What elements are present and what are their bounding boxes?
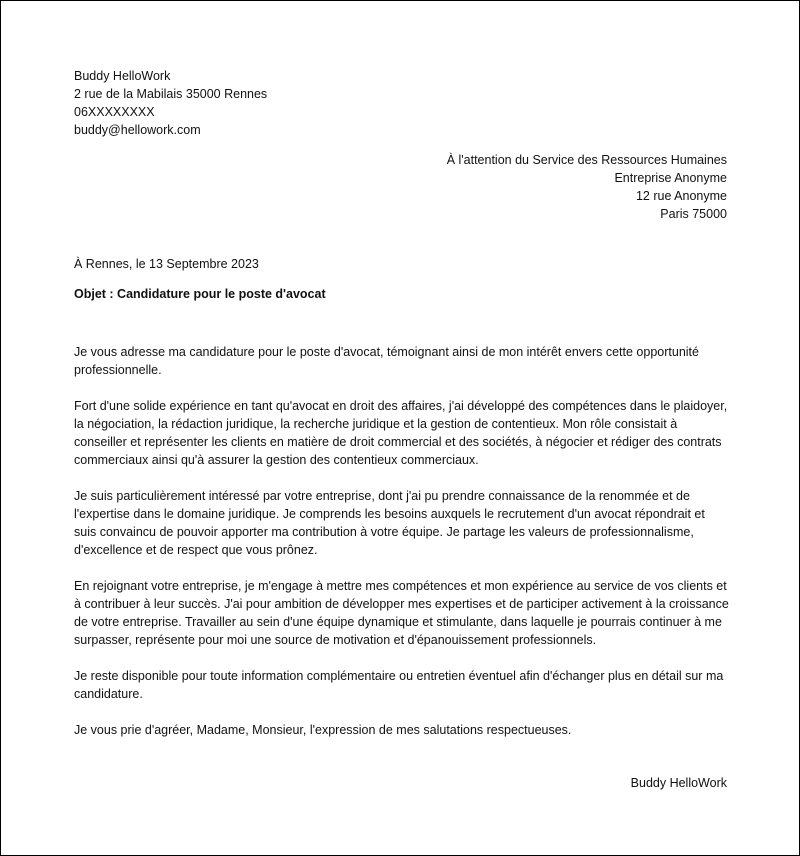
sender-email: buddy@hellowork.com [74, 123, 201, 137]
recipient-block [447, 151, 727, 223]
recipient-street: 12 rue Anonyme [635, 189, 727, 203]
sender-block [74, 67, 267, 139]
closing-paragraph: Je vous prie d'agréer, Madame, Monsieur, l'expression de mes salutations respectueuses. [74, 723, 572, 737]
body-paragraph: Je reste disponible pour toute information complémentaire ou entretien éventuel afin d'échanger plus en détail sur ma candidature. [74, 669, 724, 701]
body-paragraph: Fort d'une solide expérience en tant qu'avocat en droit des affaires, j'ai développé des compétences dans le plaidoyer, la négociation, la rédaction juridique, la recherche juridique et la gestion de contentieux. Mon rôle consistait à conseiller et représenter les clients en matière de droit commercial et des sociétés, à négocier et rédiger des contrats commerciaux ainsi qu'à assurer la gestion des contentieux commerciaux. [74, 399, 728, 467]
recipient-attention: À l'attention du Service des Ressources Humaines [446, 153, 727, 167]
sender-address: 2 rue de la Mabilais 35000 Rennes [74, 87, 268, 101]
recipient-city: Paris 75000 [660, 207, 727, 221]
body-paragraph: Je suis particulièrement intéressé par votre entreprise, dont j'ai pu prendre connaissance de la renommée et de l'expertise dans le domaine juridique. Je comprends les besoins auxquels le recrutement d'un avocat répondrait et suis convaincu de pouvoir apporter ma contribution à votre équipe. Je partage les valeurs de professionnalisme, d'excellence et de respect que vous prônez. [74, 489, 705, 557]
letter-subject: Objet : Candidature pour le poste d'avocat [74, 287, 326, 301]
letter-body [74, 343, 730, 757]
sender-phone: 06XXXXXXXX [74, 105, 155, 119]
signature: Buddy HelloWork [630, 776, 727, 790]
body-paragraph: Je vous adresse ma candidature pour le poste d'avocat, témoignant ainsi de mon intérêt envers cette opportunité professionnelle. [74, 345, 699, 377]
letter-date: À Rennes, le 13 Septembre 2023 [74, 257, 259, 271]
recipient-company: Entreprise Anonyme [614, 171, 727, 185]
sender-name: Buddy HelloWork [74, 69, 171, 83]
body-paragraph: En rejoignant votre entreprise, je m'engage à mettre mes compétences et mon expérience au service de vos clients et à contribuer à leur succès. J'ai pour ambition de développer mes expertises et de participer activement à la croissance de votre entreprise. Travailler au sein d'une équipe dynamique et stimulante, dans laquelle je pourrais continuer à me surpasser, représente pour moi une source de motivation et d'épanouissement professionnels. [74, 579, 729, 647]
